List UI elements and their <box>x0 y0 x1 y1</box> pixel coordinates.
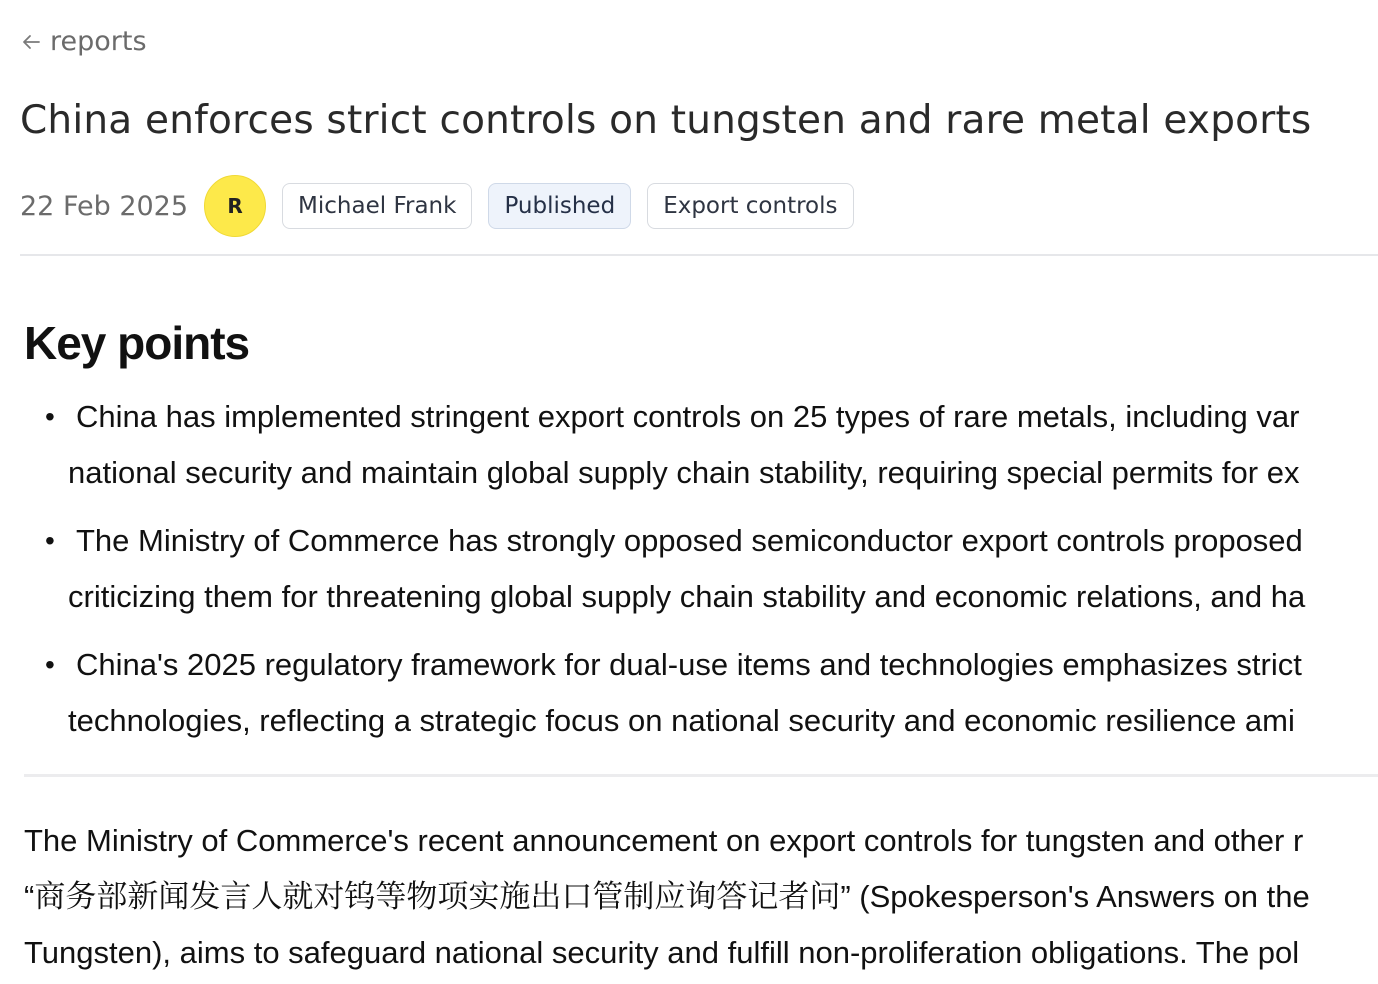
status-badge[interactable]: Published <box>488 183 631 229</box>
key-point-item <box>24 513 1378 625</box>
key-point-item <box>24 389 1378 501</box>
back-to-reports-link[interactable] <box>20 26 147 57</box>
avatar[interactable]: R <box>204 175 266 237</box>
body-line: The Ministry of Commerce's recent announcement on export controls for tungsten and other r <box>24 823 1304 858</box>
arrow-left-icon <box>20 31 42 53</box>
key-point-line: national security and maintain global supply chain stability, requiring special permits for ex <box>68 455 1300 490</box>
report-date: 22 Feb 2025 <box>20 190 189 222</box>
tag-chip[interactable]: Export controls <box>647 183 853 229</box>
back-link-label[interactable]: reports <box>50 26 147 57</box>
key-point-item <box>24 637 1378 749</box>
bullet-icon: • <box>45 401 55 432</box>
body-line: “商务部新闻发言人就对钨等物项实施出口管制应询答记者问” (Spokesperson's Answers on the <box>24 879 1310 914</box>
bullet-icon: • <box>45 525 55 556</box>
report-meta <box>20 174 870 238</box>
key-point-line: China's 2025 regulatory framework for dual-use items and technologies emphasizes strict <box>76 647 1302 682</box>
key-point-line: criticizing them for threatening global supply chain stability and economic relations, and ha <box>68 579 1306 614</box>
key-points-list <box>24 389 1378 761</box>
report-title: China enforces strict controls on tungsten and rare metal exports <box>20 98 1312 143</box>
key-points-heading: Key points <box>24 317 250 369</box>
report-body-paragraph <box>24 813 1378 981</box>
bullet-icon: • <box>45 649 55 680</box>
body-line: Tungsten), aims to safeguard national security and fulfill non-proliferation obligations. The pol <box>24 935 1300 970</box>
key-point-line: technologies, reflecting a strategic focus on national security and economic resilience ami <box>68 703 1295 738</box>
key-point-line: China has implemented stringent export controls on 25 types of rare metals, including var <box>76 399 1300 434</box>
key-point-line: The Ministry of Commerce has strongly opposed semiconductor export controls proposed <box>76 523 1303 558</box>
header-divider <box>20 254 1378 256</box>
section-divider <box>24 774 1378 777</box>
author-chip[interactable]: Michael Frank <box>282 183 472 229</box>
